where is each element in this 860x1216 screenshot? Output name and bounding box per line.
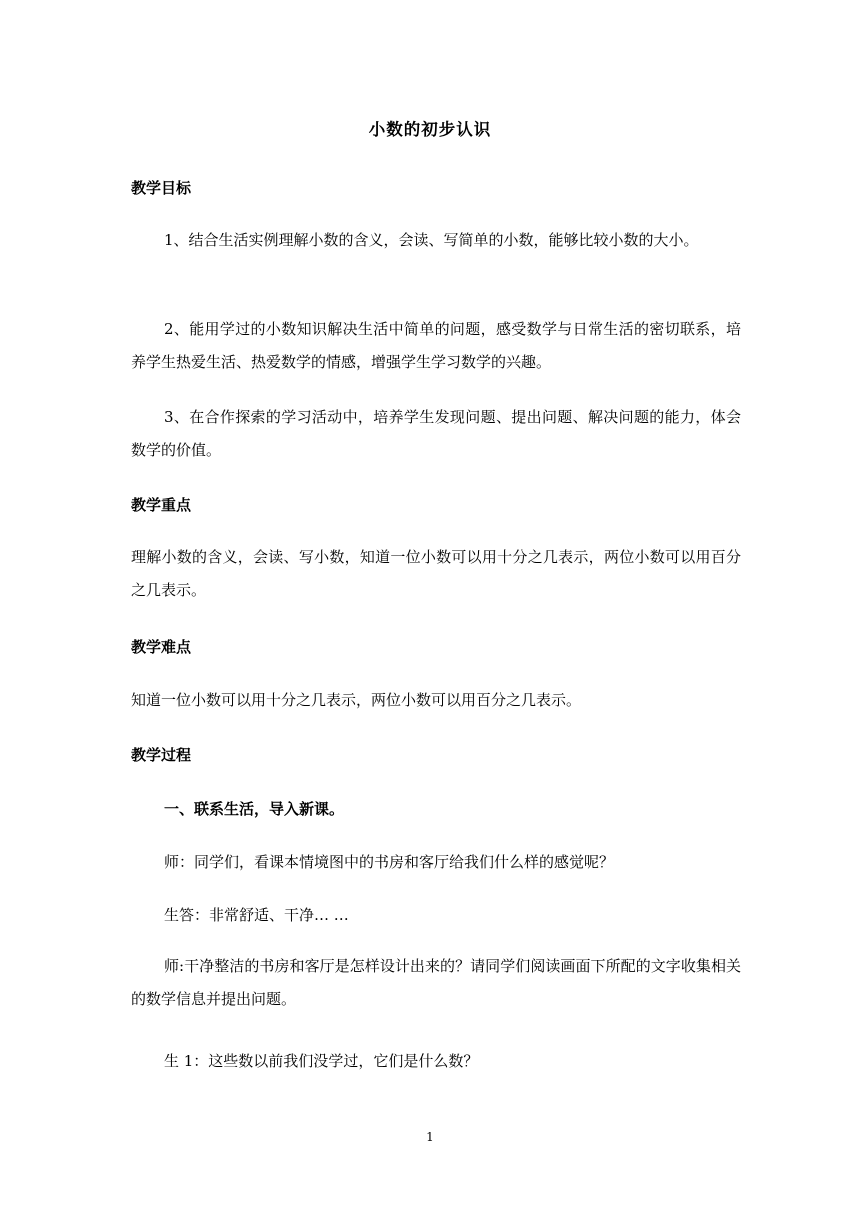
section-heading-process: 教学过程 <box>131 746 192 764</box>
dialogue-line-2: 生答：非常舒适、干净… … <box>164 906 349 924</box>
process-step-1: 一、联系生活，导入新课。 <box>164 800 345 818</box>
dialogue-line-1: 师：同学们，看课本情境图中的书房和客厅给我们什么样的感觉呢？ <box>164 853 615 871</box>
dialogue-paragraph-3: 师:干净整洁的书房和客厅是怎样设计出来的？请同学们阅读画面下所配的文字收集相关的数学信息并提出问题。 <box>131 957 741 1008</box>
goal-paragraph-3: 3、在合作探索的学习活动中，培养学生发现问题、提出问题、解决问题的能力，体会数学的价值。 <box>131 408 741 459</box>
page-number: 1 <box>426 1130 434 1144</box>
document-title: 小数的初步认识 <box>368 120 492 139</box>
section-heading-key-points: 教学重点 <box>131 496 192 514</box>
difficulties-paragraph: 知道一位小数可以用十分之几表示，两位小数可以用百分之几表示。 <box>131 691 582 709</box>
section-heading-difficulties: 教学难点 <box>131 638 192 656</box>
goal-paragraph-2: 2、能用学过的小数知识解决生活中简单的问题，感受数学与日常生活的密切联系，培养学生热爱生活、热爱数学的情感，增强学生学习数学的兴趣。 <box>131 320 741 371</box>
dialogue-line-4: 生 1：这些数以前我们没学过，它们是什么数？ <box>164 1052 479 1070</box>
goal-paragraph-1: 1、结合生活实例理解小数的含义，会读、写简单的小数，能够比较小数的大小。 <box>164 231 699 249</box>
key-points-paragraph: 理解小数的含义，会读、写小数，知道一位小数可以用十分之几表示，两位小数可以用百分之几表示。 <box>131 548 741 599</box>
section-heading-goals: 教学目标 <box>131 179 192 197</box>
